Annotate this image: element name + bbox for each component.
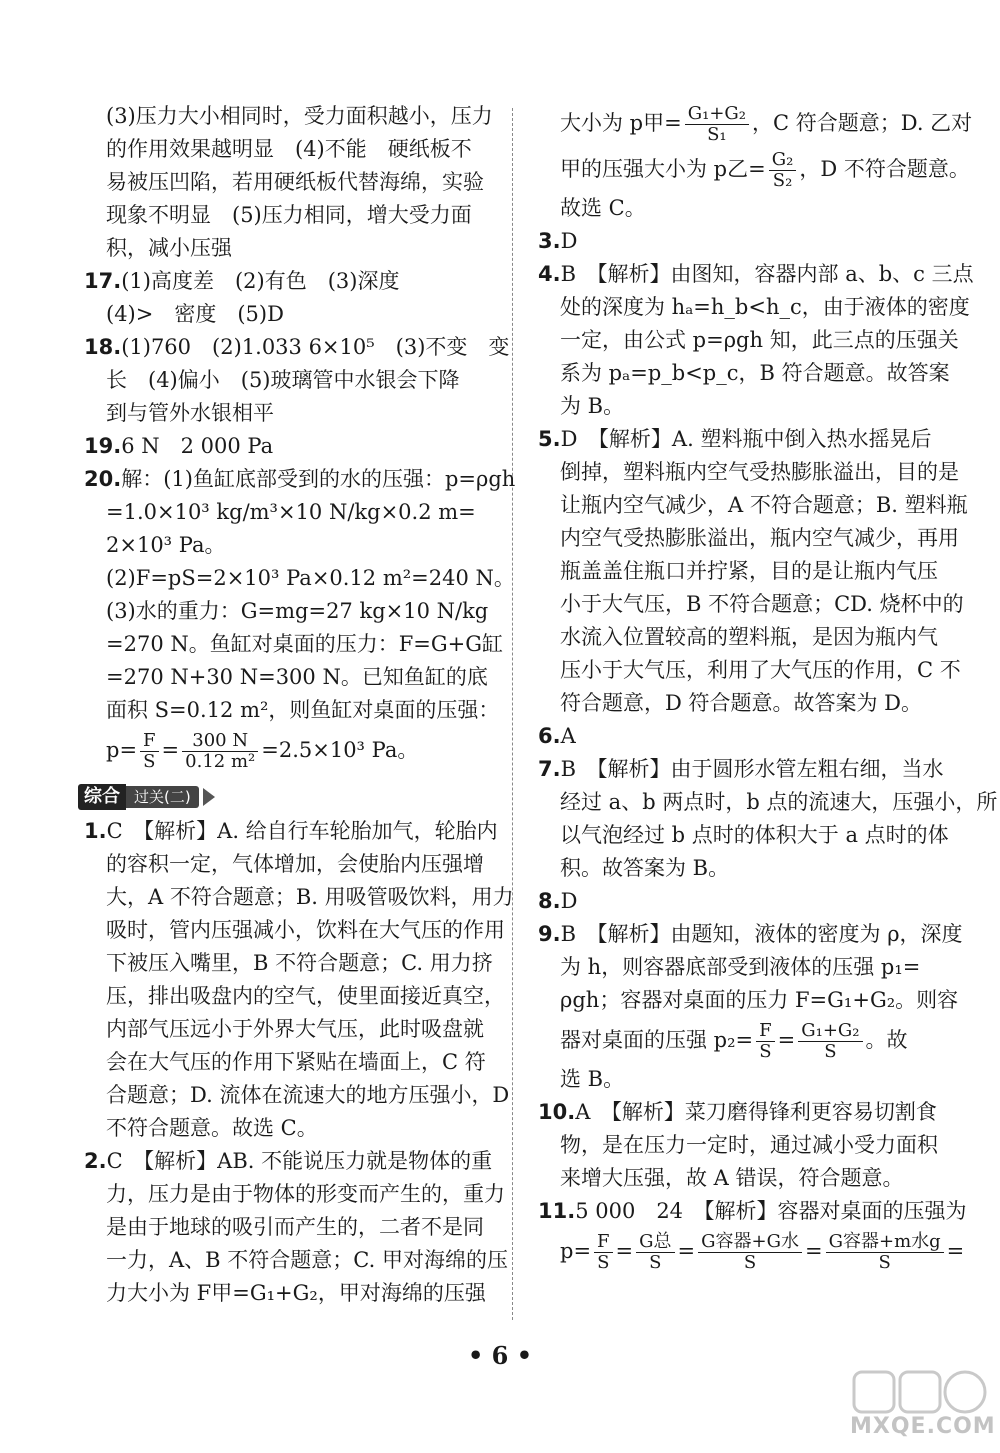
q1-line: 1.C 【解析】A. 给自行车轮胎加气，轮胎内	[84, 819, 498, 843]
q5-line: 符合题意，D 符合题意。故答案为 D。	[560, 691, 923, 715]
page-number: • 6 •	[467, 1341, 533, 1370]
question-number: 7.	[538, 757, 561, 781]
question-number: 18.	[84, 335, 122, 359]
q11-formula: p= $\frac{F}{S}$ = $\frac{\text{G总}}{S}$ = $\frac{\text{G容器+G水}}{S}$ = $\frac{\text{G容器+m水g}}{S}$ =	[560, 1231, 965, 1273]
fraction: $\frac{F}{S}$	[140, 731, 159, 772]
question-number: 19.	[84, 434, 122, 458]
question-number: 8.	[538, 889, 561, 913]
fraction: $\frac{\text{G₁+G₂}}{\text{S₁}}$	[685, 104, 749, 145]
arrow-icon	[203, 788, 215, 806]
q4-line: 为 B。	[560, 394, 625, 418]
fraction: $\frac{300 N}{\text{0.12 m²}}$	[182, 731, 258, 772]
fraction: $\frac{\text{G容器+G水}}{S}$	[698, 1232, 802, 1273]
question-number: 9.	[538, 922, 561, 946]
q6-line: 6.A	[538, 724, 576, 748]
fraction: $\frac{\text{G₂}}{\text{S₂}}$	[769, 150, 797, 191]
q1-line: 内部气压远小于外界大气压，此时吸盘就	[106, 1017, 484, 1041]
q5-line: 让瓶内空气减少，A 不符合题意；B. 塑料瓶	[560, 493, 968, 517]
q20-formula: p= $\frac{F}{S}$ = $\frac{300 N}{\text{0.12 m²}}$ =2.5×10³ Pa。	[106, 730, 419, 772]
q7-line: 经过 a、b 两点时，b 点的流速大，压强小，所	[560, 790, 998, 814]
q2-line: 力大小为 F甲=G₁+G₂，甲对海绵的压强	[106, 1281, 486, 1305]
q7-line: 以气泡经过 b 点时的体积大于 a 点时的体	[560, 823, 949, 847]
q19-line: 19.6 N 2 000 Pa	[84, 434, 274, 458]
q1-line: 不符合题意。故选 C。	[106, 1116, 318, 1140]
q20-line: (3)水的重力：G=mg=27 kg×10 N/kg	[106, 599, 489, 623]
fraction: $\frac{F}{S}$	[594, 1232, 613, 1273]
q20-line: =270 N。鱼缸对桌面的压力：F=G+G缸	[106, 632, 504, 656]
watermark-logo	[850, 1368, 996, 1448]
q1-line: 下被压入嘴里，B 不符合题意；C. 用力挤	[106, 951, 493, 975]
q1-line: 合题意；D. 流体在流速大的地方压强小，D	[106, 1083, 510, 1107]
q1-line: 的容积一定，气体增加，会使胎内压强增	[106, 852, 484, 876]
q5-line: 水流入位置较高的塑料瓶，是因为瓶内气	[560, 625, 938, 649]
question-number: 2.	[84, 1149, 107, 1173]
q16-line: 的作用效果越明显 (4)不能 硬纸板不	[106, 137, 472, 161]
q9-line: 选 B。	[560, 1067, 625, 1091]
q8-line: 8.D	[538, 889, 578, 913]
question-number: 5.	[538, 427, 561, 451]
watermark-text: MXQE.COM	[850, 1414, 996, 1439]
q1-line: 大，A 不符合题意；B. 用吸管吸饮料，用力	[106, 885, 514, 909]
q10-line: 10.A 【解析】菜刀磨得锋利更容易切割食	[538, 1100, 937, 1124]
q20-line: =1.0×10³ kg/m³×10 N/kg×0.2 m=	[106, 500, 476, 524]
q5-line: 压小于大气压，利用了大气压的作用，C 不	[560, 658, 961, 682]
q20-line: 20.解：(1)鱼缸底部受到的水的压强：p=ρgh	[84, 467, 516, 491]
question-number: 20.	[84, 467, 122, 491]
q18-line: 到与管外水银相平	[106, 401, 274, 425]
q16-line: 易被压凹陷，若用硬纸板代替海绵，实验	[106, 170, 484, 194]
q2-line: 2.C 【解析】AB. 不能说压力就是物体的重	[84, 1149, 493, 1173]
q5-line: 5.D 【解析】A. 塑料瓶中倒入热水摇晃后	[538, 427, 932, 451]
q2-cont-line: 甲的压强大小为 p乙= $\frac{\text{G₂}}{\text{S₂}}$ ，D 不符合题意。	[560, 149, 970, 191]
q1-line: 压，排出吸盘内的空气，使里面接近真空，	[106, 984, 505, 1008]
fraction: $\frac{\text{G₁+G₂}}{S}$	[798, 1021, 862, 1062]
q7-line: 积。故答案为 B。	[560, 856, 730, 880]
q1-line: 会在大气压的作用下紧贴在墙面上，C 符	[106, 1050, 486, 1074]
q10-line: 来增大压强，故 A 错误，符合题意。	[560, 1166, 904, 1190]
question-number: 11.	[538, 1199, 576, 1223]
q9-line: 9.B 【解析】由题知，液体的密度为 ρ，深度	[538, 922, 963, 946]
fraction: $\frac{F}{S}$	[756, 1021, 775, 1062]
q11-line: 11.5 000 24 【解析】容器对桌面的压强为	[538, 1199, 967, 1223]
column-divider	[512, 108, 513, 1320]
q9-line: ρgh；容器对桌面的压力 F=G₁+G₂。则容	[560, 988, 959, 1012]
q4-line: 系为 pₐ=p_b<p_c，B 符合题意。故答案	[560, 361, 950, 385]
q16-line: (3)压力大小相同时，受力面积越小，压力	[106, 104, 493, 128]
fraction: $\frac{\text{G容器+m水g}}{S}$	[826, 1232, 944, 1273]
q5-line: 瓶盖盖住瓶口并拧紧，目的是让瓶内气压	[560, 559, 938, 583]
q16-line: 现象不明显 (5)压力相同，增大受力面	[106, 203, 472, 227]
q17-line: (4)> 密度 (5)D	[106, 302, 284, 326]
question-number: 6.	[538, 724, 561, 748]
section-badge: 综合 过关(二)	[78, 783, 215, 811]
q5-line: 内空气受热膨胀溢出，瓶内空气减少，再用	[560, 526, 959, 550]
q9-formula: 器对桌面的压强 p₂= $\frac{F}{S}$ = $\frac{\text{G₁+G₂}}{S}$ 。故	[560, 1020, 908, 1062]
q2-line: 一力，A、B 不符合题意；C. 甲对海绵的压	[106, 1248, 508, 1272]
fraction: $\frac{\text{G总}}{S}$	[636, 1232, 674, 1273]
q17-line: 17.(1)高度差 (2)有色 (3)深度	[84, 269, 400, 293]
q4-line: 一定，由公式 p=ρgh 知，此三点的压强关	[560, 328, 959, 352]
q5-line: 小于大气压，B 不符合题意；CD. 烧杯中的	[560, 592, 964, 616]
question-number: 3.	[538, 229, 561, 253]
left-column	[84, 100, 516, 1310]
q20-line: (2)F=pS=2×10³ Pa×0.12 m²=240 N。	[106, 566, 515, 590]
q3-line: 3.D	[538, 229, 578, 253]
right-column	[538, 100, 998, 1274]
q18-line: 长 (4)偏小 (5)玻璃管中水银会下降	[106, 368, 460, 392]
q7-line: 7.B 【解析】由于圆形水管左粗右细，当水	[538, 757, 944, 781]
q16-line: 积，减小压强	[106, 236, 232, 260]
q18-line: 18.(1)760 (2)1.033 6×10⁵ (3)不变 变	[84, 335, 510, 359]
q5-line: 倒掉，塑料瓶内空气受热膨胀溢出，目的是	[560, 460, 959, 484]
q2-cont-line: 故选 C。	[560, 196, 646, 220]
q9-line: 为 h，则容器底部受到液体的压强 p₁=	[560, 955, 921, 979]
q2-line: 力，压力是由于物体的形变而产生的，重力	[106, 1182, 505, 1206]
q2-line: 是由于地球的吸引而产生的，二者不是同	[106, 1215, 484, 1239]
question-number: 1.	[84, 819, 107, 843]
watermark-icon	[850, 1368, 990, 1418]
q20-line: 面积 S=0.12 m²，则鱼缸对桌面的压强：	[106, 698, 500, 722]
q20-line: =270 N+30 N=300 N。已知鱼缸的底	[106, 665, 488, 689]
q1-line: 吸时，管内压强减小，饮料在大气压的作用	[106, 918, 505, 942]
q4-line: 处的深度为 hₐ=h_b<h_c，由于液体的密度	[560, 295, 970, 319]
q4-line: 4.B 【解析】由图知，容器内部 a、b、c 三点	[538, 262, 974, 286]
q10-line: 物，是在压力一定时，通过减小受力面积	[560, 1133, 938, 1157]
q20-line: 2×10³ Pa。	[106, 533, 226, 557]
question-number: 10.	[538, 1100, 576, 1124]
q2-cont-line: 大小为 p甲= $\frac{\text{G₁+G₂}}{\text{S₁}}$ ，C 符合题意；D. 乙对	[560, 103, 973, 145]
question-number: 17.	[84, 269, 122, 293]
question-number: 4.	[538, 262, 561, 286]
